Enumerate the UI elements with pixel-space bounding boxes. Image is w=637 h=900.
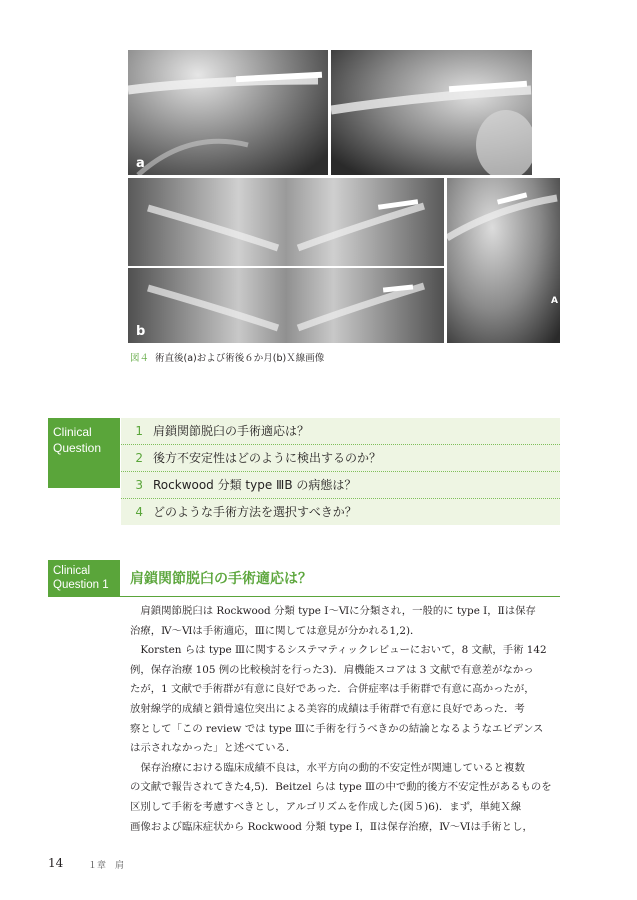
body-line: 放射線学的成績と鎖骨遠位突出による美容的成績は手術群で有意に良好であった．考 bbox=[130, 702, 525, 715]
body-line: 察として「この review では type Ⅲに手術を行うべきかの結論となるようなエビデンス bbox=[130, 722, 544, 735]
cq1-label-line1: Clinical bbox=[53, 565, 91, 577]
cq-item-text: 後方不安定性はどのように検出するのか？ bbox=[153, 451, 382, 465]
body-text bbox=[130, 602, 560, 837]
cq-item-number: 1 bbox=[135, 424, 143, 438]
cq-label-line1: Clinical bbox=[53, 425, 92, 439]
body-line: の文献で報告されてきた4,5)．Beitzel らは type Ⅲの中で動的後方不安定性があるものを bbox=[130, 781, 552, 794]
xray-b-upper bbox=[128, 178, 444, 266]
running-footer-chapter: １章 肩 bbox=[88, 861, 125, 871]
clinical-question-1-label bbox=[48, 560, 120, 596]
cq-item-2 bbox=[121, 445, 560, 472]
side-marker: A bbox=[551, 296, 558, 306]
cq-item-text: 肩鎖関節脱臼の手術適応は？ bbox=[153, 424, 310, 438]
cq-item-4 bbox=[121, 499, 560, 525]
xray-a-right bbox=[331, 50, 532, 175]
body-line: 例，保存治療 105 例の比較検討を行った3)．肩機能スコアは 3 文献で有意差がなかっ bbox=[130, 663, 534, 676]
body-line: 区別して手術を考慮すべきとし，アルゴリズムを作成した(図５)6)．まず，単純Ｘ線 bbox=[130, 800, 522, 813]
panel-b-label: b bbox=[136, 324, 146, 339]
cq-item-1 bbox=[121, 418, 560, 445]
figure-caption bbox=[130, 350, 324, 364]
section-title: 肩鎖関節脱臼の手術適応は？ bbox=[130, 571, 312, 587]
body-line: Korsten らは type Ⅲに関するシステマティックレビューにおいて，8 文献，手術 142 bbox=[140, 644, 547, 657]
clinical-question-label bbox=[48, 418, 120, 488]
cq1-label-line2: Question 1 bbox=[53, 579, 109, 591]
cq-item-number: 3 bbox=[135, 478, 143, 492]
figure-caption-text: 術直後(a)および術後６か月(b)Ｘ線画像 bbox=[155, 353, 325, 364]
body-line: 保存治療における臨床成績不良は，水平方向の動的不安定性が関連していると複数 bbox=[140, 761, 525, 774]
xray-a-left bbox=[128, 50, 328, 175]
body-line: は示されなかった」と述べている． bbox=[130, 742, 297, 755]
cq-item-text: Rockwood 分類 type ⅢB の病態は？ bbox=[153, 478, 357, 492]
section-rule bbox=[48, 596, 560, 597]
page-number: 14 bbox=[48, 856, 64, 870]
cq-item-number: 2 bbox=[135, 451, 143, 465]
body-line: 画像および臨床症状から Rockwood 分類 type Ⅰ，Ⅱは保存治療，Ⅳ～Ⅵは手術とし， bbox=[130, 820, 533, 833]
cq-label-line2: Question bbox=[53, 441, 102, 455]
xray-b-lower bbox=[128, 268, 444, 343]
cq-item-number: 4 bbox=[135, 505, 143, 519]
body-line: 治療，Ⅳ～Ⅵは手術適応，Ⅲに関しては意見が分かれる1,2)． bbox=[130, 624, 421, 637]
body-line: 肩鎖関節脱臼は Rockwood 分類 type Ⅰ～Ⅵに分類され，一般的に type Ⅰ，Ⅱは保存 bbox=[140, 605, 536, 617]
clinical-question-list bbox=[121, 418, 560, 525]
xray-b-side bbox=[447, 178, 560, 343]
cq-item-3 bbox=[121, 472, 560, 499]
body-line: たが，1 文献で手術群が有意に良好であった．合併症率は手術群で有意に高かったが， bbox=[130, 683, 535, 696]
cq-item-text: どのような手術方法を選択すべきか？ bbox=[153, 505, 357, 519]
panel-a-label: a bbox=[136, 156, 145, 171]
figure-number: 図４ bbox=[130, 353, 150, 364]
